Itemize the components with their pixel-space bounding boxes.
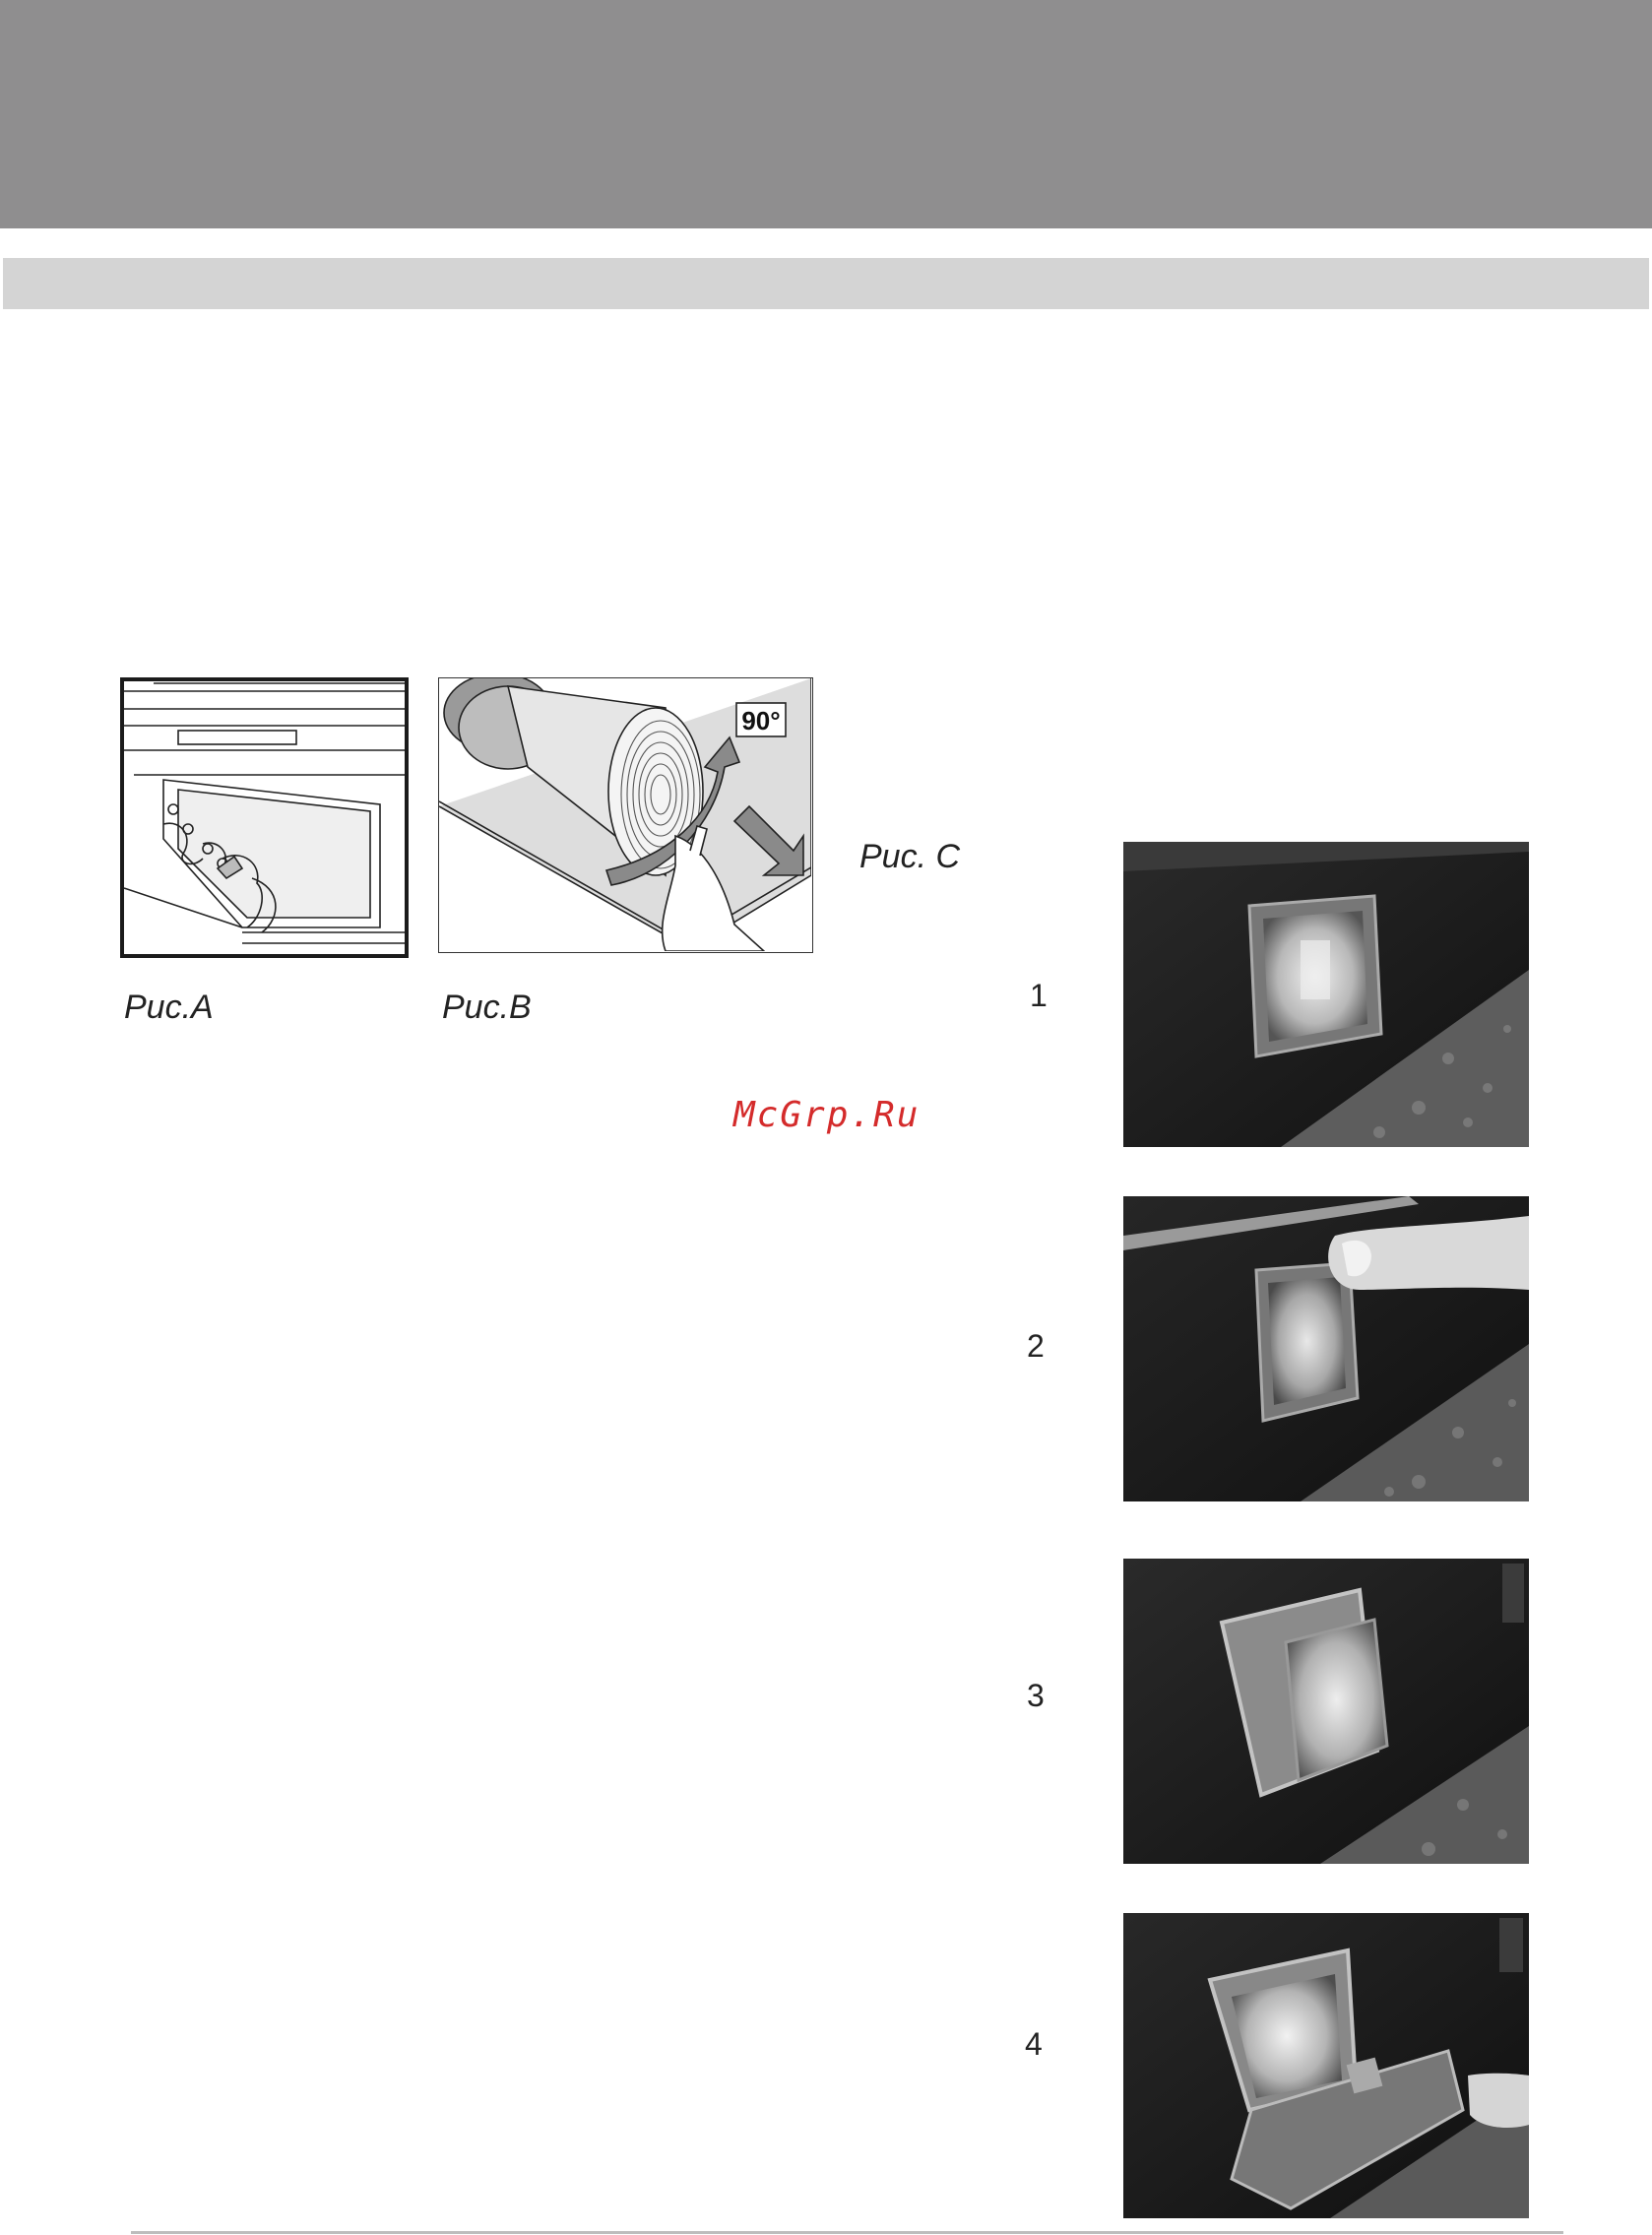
figure-b-caption: Рис.B bbox=[442, 989, 532, 1026]
cover-open-photo bbox=[1123, 1913, 1529, 2218]
step-photo-2 bbox=[1123, 1196, 1529, 1501]
figure-a-illustration bbox=[120, 677, 409, 958]
step-number-4: 4 bbox=[1025, 2026, 1043, 2062]
carbon-filter-drawing bbox=[439, 678, 811, 951]
step-photo-3 bbox=[1123, 1559, 1529, 1864]
subheader-band bbox=[3, 258, 1649, 309]
figure-a-caption: Рис.A bbox=[124, 989, 214, 1026]
header-band bbox=[0, 0, 1652, 228]
lamp-cover-closed-photo bbox=[1123, 842, 1529, 1147]
press-cover-photo bbox=[1123, 1196, 1529, 1501]
hood-filter-drawing bbox=[124, 681, 405, 954]
step-photo-1 bbox=[1123, 842, 1529, 1147]
step-photo-4 bbox=[1123, 1913, 1529, 2218]
step-number-2: 2 bbox=[1027, 1328, 1045, 1364]
angle-label: 90° bbox=[741, 706, 781, 735]
footer-rule bbox=[131, 2231, 1563, 2234]
step-number-3: 3 bbox=[1027, 1678, 1045, 1713]
figure-b-illustration bbox=[438, 677, 813, 953]
watermark: McGrp.Ru bbox=[733, 1095, 921, 1135]
cover-opening-photo bbox=[1123, 1559, 1529, 1864]
figure-c-caption-prefix: Рис. bbox=[859, 838, 927, 875]
step-number-1: 1 bbox=[1030, 978, 1048, 1013]
figure-c-caption bbox=[859, 838, 960, 876]
figure-c-caption-letter: C bbox=[935, 838, 961, 875]
